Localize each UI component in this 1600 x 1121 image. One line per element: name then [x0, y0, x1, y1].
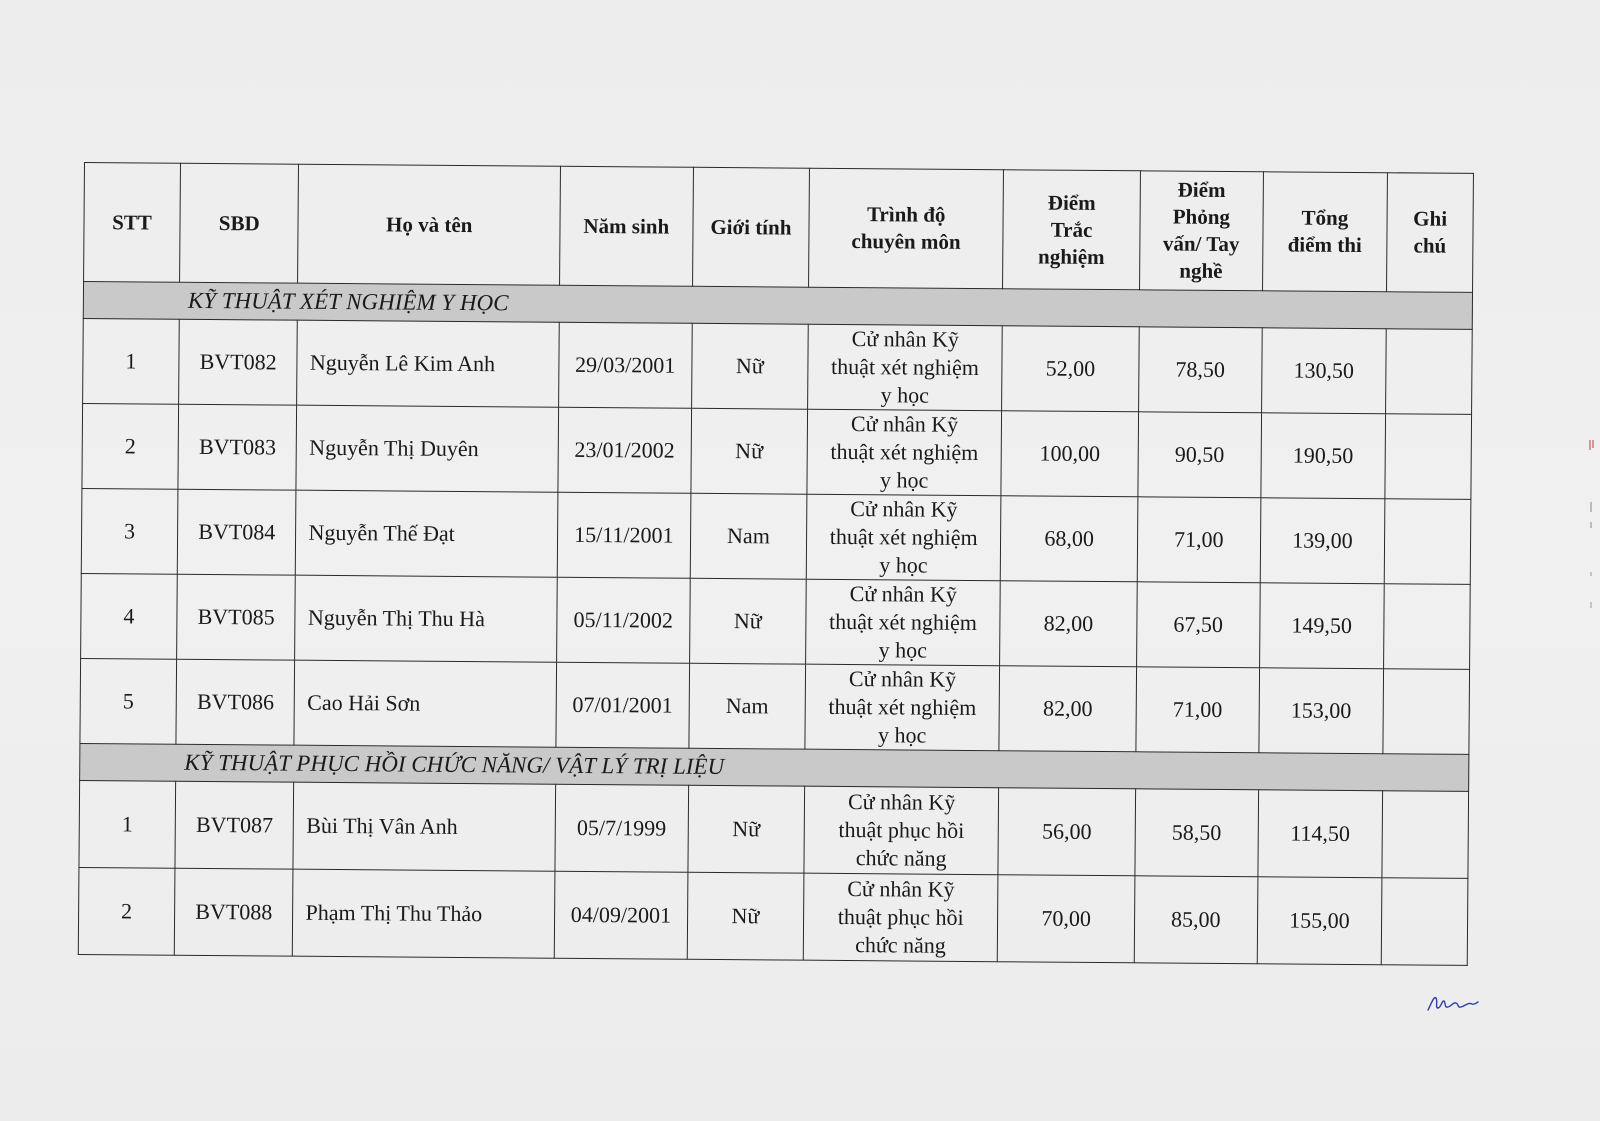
cell-total: 130,50	[1261, 328, 1386, 414]
header-note	[1387, 173, 1474, 293]
qualification-line: thuật xét nghiệm	[829, 608, 978, 636]
section-title: KỸ THUẬT PHỤC HỒI CHỨC NĂNG/ VẬT LÝ TRỊ LIỆU	[184, 749, 725, 780]
cell-test-score: 56,00	[998, 788, 1136, 876]
cell-note	[1381, 878, 1468, 966]
cell-interview-score: 71,00	[1137, 497, 1260, 583]
cell-name: Phạm Thị Thu Thảo	[293, 869, 555, 958]
qualification-line: y học	[879, 552, 928, 578]
header-qualification-line: chuyên môn	[851, 229, 961, 254]
cell-sbd: BVT085	[177, 574, 296, 660]
cell-name: Nguyễn Thị Thu Hà	[295, 575, 557, 662]
header-total-line: Tổng	[1301, 205, 1349, 230]
cell-birth: 23/01/2002	[558, 407, 691, 493]
qualification-line: thuật xét nghiệm	[830, 438, 979, 466]
qualification-line: thuật xét nghiệm	[831, 353, 980, 381]
results-table	[78, 162, 1474, 966]
cell-qualification	[807, 409, 1002, 496]
header-interview-line: Điểm	[1177, 177, 1226, 202]
cell-test-score: 70,00	[997, 875, 1135, 963]
qualification-line: thuật xét nghiệm	[829, 523, 978, 551]
table-body	[78, 282, 1472, 966]
qualification-line: Cử nhân Kỹ	[850, 496, 958, 522]
cell-interview-score: 78,50	[1139, 327, 1262, 413]
table-row	[80, 658, 1470, 754]
header-interview-score	[1140, 171, 1263, 291]
cell-qualification	[805, 664, 1000, 751]
header-qualification	[809, 168, 1004, 289]
header-sbd: SBD	[180, 163, 299, 283]
cell-note	[1385, 414, 1472, 500]
cell-total: 155,00	[1257, 877, 1382, 965]
cell-test-score: 82,00	[1000, 581, 1138, 667]
cell-test-score: 68,00	[1000, 496, 1138, 582]
table-row	[79, 780, 1469, 878]
cell-interview-score: 90,50	[1138, 412, 1261, 498]
cell-test-score: 100,00	[1001, 411, 1139, 497]
cell-note	[1382, 791, 1469, 879]
signature-mark	[1426, 992, 1480, 1014]
cell-qualification	[806, 579, 1001, 666]
header-interview-line: Phỏng	[1172, 204, 1231, 230]
cell-sbd: BVT083	[178, 404, 297, 490]
cell-qualification	[806, 494, 1001, 581]
cell-stt: 1	[79, 780, 176, 868]
cell-interview-score: 85,00	[1134, 876, 1257, 964]
cell-note	[1383, 669, 1470, 755]
cell-gender: Nữ	[691, 323, 808, 409]
qualification-line: Cử nhân Kỹ	[849, 581, 957, 607]
cell-note	[1384, 584, 1471, 670]
cell-total: 190,50	[1260, 413, 1385, 499]
cell-stt: 4	[81, 573, 178, 659]
cell-total: 153,00	[1258, 668, 1383, 754]
qualification-line: chức năng	[855, 932, 946, 958]
header-interview-line: nghề	[1179, 258, 1223, 283]
cell-gender: Nữ	[687, 872, 804, 960]
header-note-line: Ghi	[1413, 206, 1448, 231]
table-row	[78, 867, 1468, 965]
cell-gender: Nữ	[688, 785, 805, 873]
cell-name: Nguyễn Thế Đạt	[296, 490, 558, 577]
section-title: KỸ THUẬT XÉT NGHIỆM Y HỌC	[187, 287, 509, 316]
cell-sbd: BVT086	[176, 659, 295, 745]
cell-birth: 05/7/1999	[555, 784, 688, 872]
header-gender: Giới tính	[692, 167, 809, 287]
header-test-score	[1003, 170, 1141, 290]
cell-note	[1386, 329, 1473, 415]
cell-gender: Nam	[689, 663, 806, 749]
cell-stt: 3	[81, 488, 178, 574]
header-test-line: nghiệm	[1038, 243, 1105, 269]
table-row	[82, 403, 1472, 499]
cell-total: 114,50	[1257, 790, 1382, 878]
cell-sbd: BVT087	[175, 781, 294, 869]
cell-birth: 04/09/2001	[554, 871, 687, 959]
qualification-line: Cử nhân Kỹ	[847, 789, 956, 815]
cell-total: 139,00	[1260, 498, 1385, 584]
qualification-line: thuật phục hồi	[837, 903, 964, 930]
cell-test-score: 82,00	[999, 666, 1137, 752]
qualification-line: Cử nhân Kỹ	[848, 666, 957, 692]
cell-stt: 2	[82, 403, 179, 489]
header-qualification-line: Trình độ	[866, 202, 946, 227]
cell-interview-score: 67,50	[1137, 582, 1260, 668]
cell-stt: 5	[80, 658, 177, 744]
cell-name: Bùi Thị Vân Anh	[293, 782, 555, 871]
qualification-line: y học	[878, 637, 928, 663]
cell-qualification	[804, 786, 999, 875]
qualification-line: Cử nhân Kỹ	[851, 326, 959, 352]
cell-interview-score: 71,00	[1136, 667, 1259, 753]
cell-name: Cao Hải Sơn	[294, 660, 556, 747]
cell-name: Nguyễn Thị Duyên	[296, 405, 558, 492]
qualification-line: y học	[880, 382, 930, 408]
cell-qualification	[803, 873, 998, 962]
qualification-line: thuật phục hồi	[838, 816, 965, 843]
cell-stt: 1	[83, 318, 180, 404]
qualification-line: y học	[879, 467, 929, 493]
cell-gender: Nam	[690, 493, 807, 579]
cell-sbd: BVT084	[177, 489, 296, 575]
cell-sbd: BVT082	[179, 319, 298, 405]
qualification-line: Cử nhân Kỹ	[850, 411, 959, 437]
cell-gender: Nữ	[689, 578, 806, 664]
cell-note	[1384, 499, 1471, 585]
header-interview-line: vấn/ Tay	[1162, 231, 1240, 257]
qualification-line: Cử nhân Kỹ	[847, 876, 955, 902]
qualification-line: thuật xét nghiệm	[828, 693, 977, 721]
header-name: Họ và tên	[298, 164, 560, 285]
header-birth: Năm sinh	[559, 166, 693, 286]
cell-total: 149,50	[1259, 583, 1384, 669]
header-test-line: Điểm	[1047, 190, 1096, 215]
cell-name: Nguyễn Lê Kim Anh	[297, 320, 559, 407]
qualification-line: chức năng	[855, 845, 947, 871]
table-row	[81, 488, 1471, 584]
cell-stt: 2	[78, 867, 175, 955]
cell-birth: 05/11/2002	[557, 577, 690, 663]
table-row	[83, 318, 1473, 414]
header-stt: STT	[84, 163, 181, 283]
header-note-line: chú	[1413, 233, 1447, 258]
cell-interview-score: 58,50	[1135, 789, 1258, 877]
cell-gender: Nữ	[691, 408, 808, 494]
margin-marks	[1586, 436, 1596, 616]
cell-test-score: 52,00	[1002, 326, 1140, 412]
cell-birth: 15/11/2001	[557, 492, 690, 578]
table-row	[81, 573, 1471, 669]
qualification-line: y học	[877, 722, 927, 748]
cell-birth: 29/03/2001	[559, 322, 692, 408]
cell-birth: 07/01/2001	[556, 662, 689, 748]
header-row	[84, 163, 1474, 293]
header-total	[1262, 172, 1388, 292]
cell-sbd: BVT088	[174, 868, 293, 956]
header-total-line: điểm thi	[1287, 232, 1362, 258]
cell-qualification	[808, 324, 1003, 411]
header-test-line: Trắc	[1050, 217, 1093, 242]
